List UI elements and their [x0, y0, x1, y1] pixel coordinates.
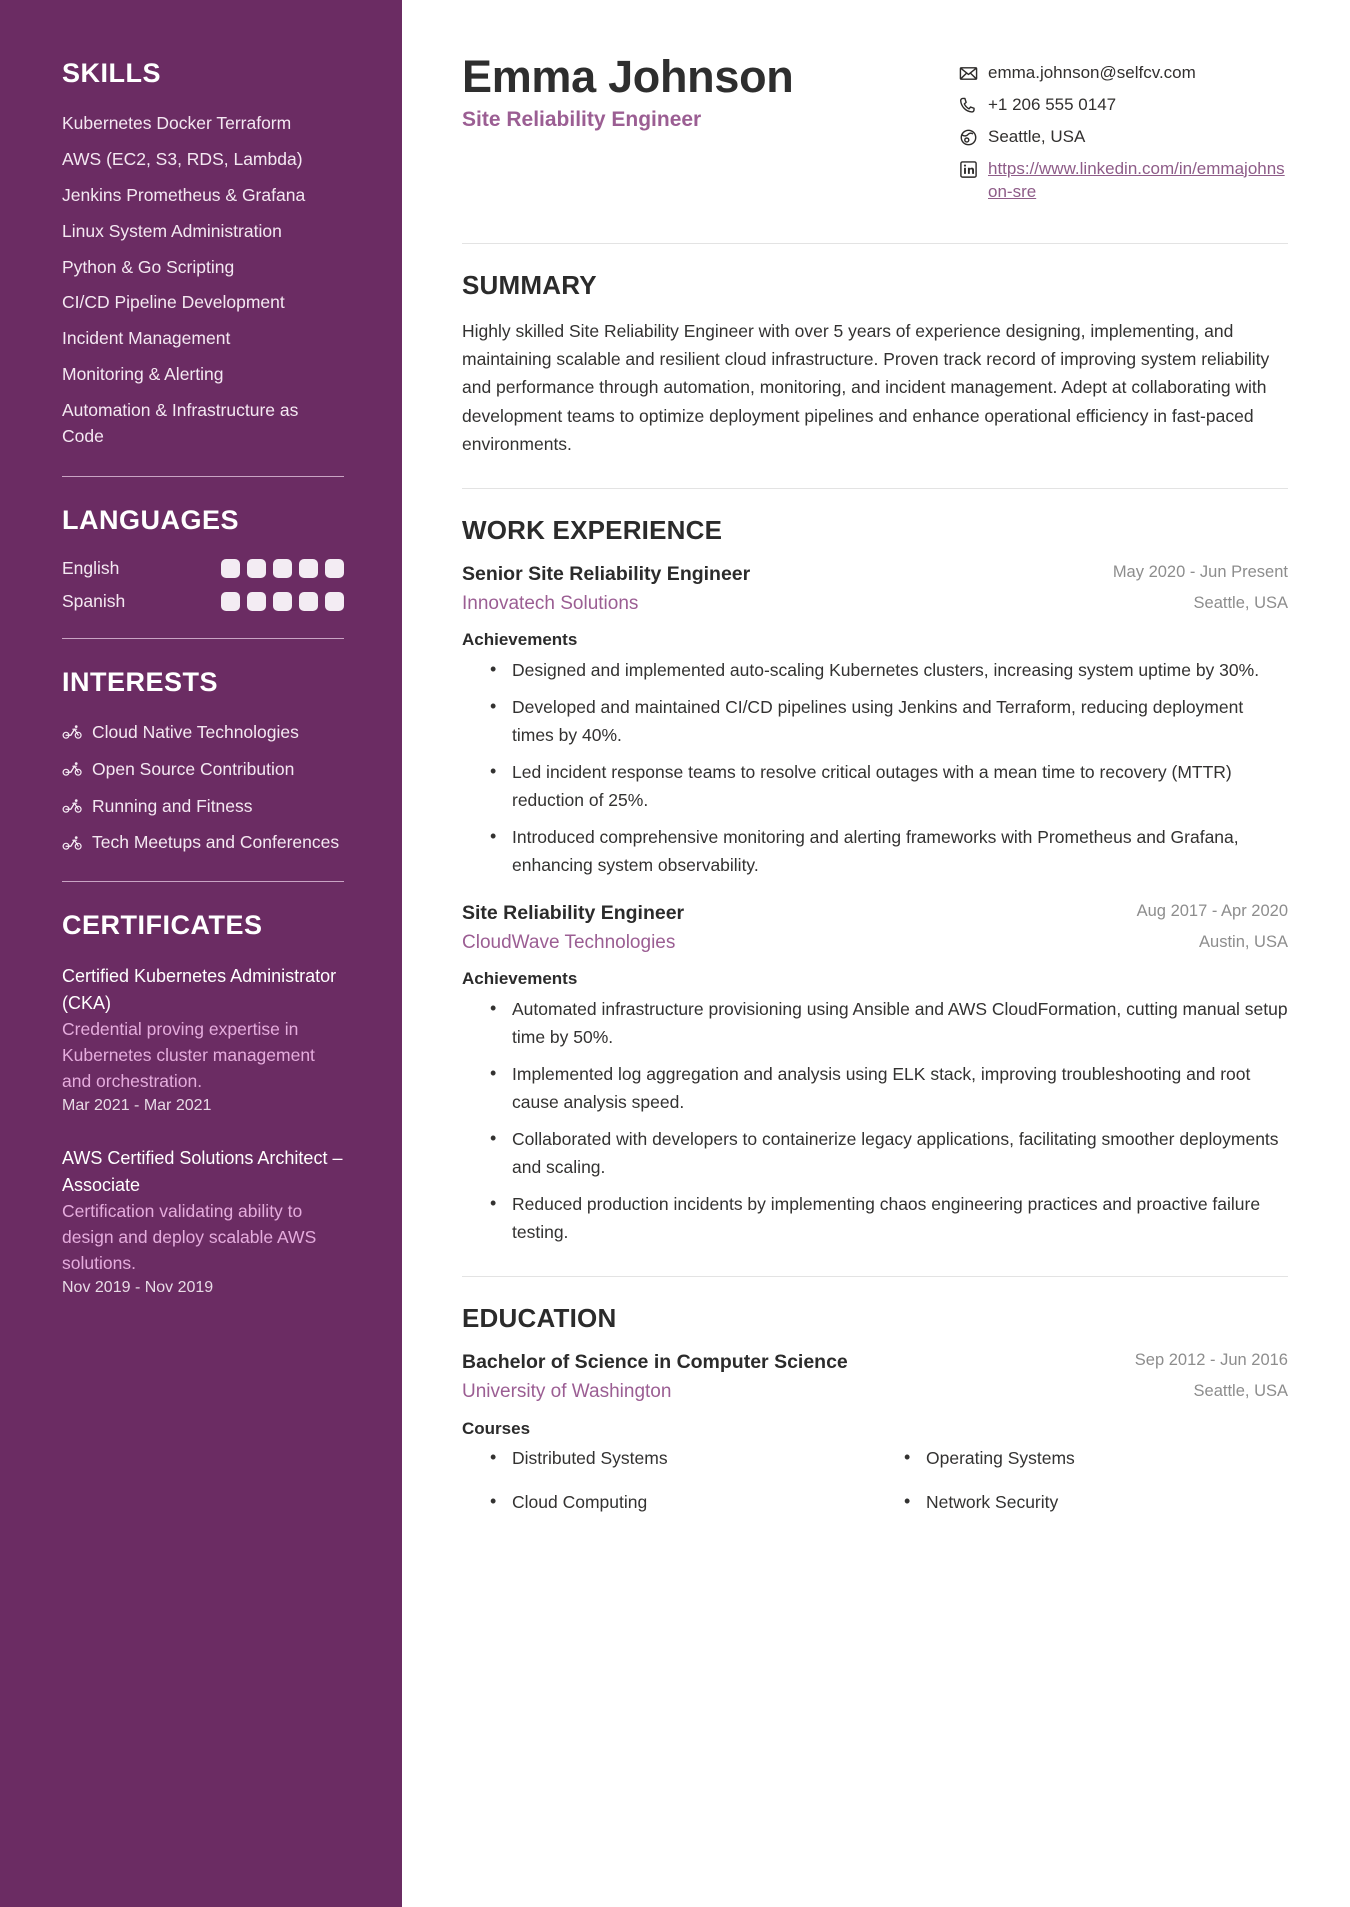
achievements-list	[462, 995, 1288, 1246]
work-entry-meta	[1137, 901, 1288, 953]
courses-grid	[462, 1445, 1288, 1516]
achievement-item: • Collaborated with developers to containerize legacy applications, facilitating smoother deployments and scaling.	[490, 1125, 1288, 1181]
certificates-list	[62, 963, 344, 1296]
language-level-square	[325, 559, 344, 578]
languages-title: LANGUAGES	[62, 504, 240, 535]
education-entry-left	[462, 1350, 848, 1404]
interests-title: INTERESTS	[62, 666, 219, 697]
work-entry-left	[462, 901, 684, 955]
language-level-square	[299, 559, 318, 578]
interest-label: Tech Meetups and Conferences	[92, 832, 340, 853]
linkedin-link[interactable]: https://www.linkedin.com/in/emmajohnson-sre	[988, 158, 1285, 201]
achievement-item: • Led incident response teams to resolve critical outages with a mean time to recovery (MTTR) reduction of 25%.	[490, 758, 1288, 814]
certificate-date: Nov 2019 - Nov 2019	[62, 1278, 214, 1296]
achievement-item: • Introduced comprehensive monitoring and alerting frameworks with Prometheus and Grafana, enhancing system observability.	[490, 823, 1288, 879]
language-level-square	[247, 559, 266, 578]
skills-list	[62, 111, 344, 450]
interest-item	[62, 830, 344, 855]
work-entry-location: Austin, USA	[1199, 932, 1288, 951]
bicycle-icon	[62, 761, 83, 777]
education-entry-header	[462, 1350, 1288, 1404]
main-content	[402, 0, 1350, 1907]
achievement-item: • Implemented log aggregation and analysis using ELK stack, improving troubleshooting and root cause analysis speed.	[490, 1060, 1288, 1116]
education-location: Seattle, USA	[1193, 1381, 1288, 1400]
education-date: Sep 2012 - Jun 2016	[1134, 1351, 1288, 1370]
languages-list	[62, 558, 344, 612]
certificate-item	[62, 963, 344, 1115]
contact-row	[959, 126, 1288, 149]
work-entry-header	[462, 562, 1288, 616]
work-divider	[462, 1276, 1288, 1277]
certificate-description: Certification validating ability to design and deploy scalable AWS solutions.	[62, 1200, 317, 1273]
contact-row	[959, 94, 1288, 117]
skill-item: AWS (EC2, S3, RDS, Lambda)	[62, 148, 303, 169]
degree-title: Bachelor of Science in Computer Science	[462, 1351, 848, 1374]
page-title: Emma Johnson	[462, 51, 794, 102]
certificate-name: AWS Certified Solutions Architect – Associate	[62, 1147, 343, 1195]
language-level-square	[221, 592, 240, 611]
achievements-label: Achievements	[462, 630, 578, 650]
education-entry	[462, 1350, 1288, 1515]
resume-header	[462, 52, 1288, 213]
work-entry	[462, 562, 1288, 879]
interest-item	[62, 757, 344, 782]
contact-row[interactable]	[959, 158, 1288, 204]
interests-list	[62, 720, 344, 855]
achievement-item: • Designed and implemented auto-scaling Kubernetes clusters, increasing system uptime by 30%.	[490, 656, 1288, 684]
linkedin-icon	[959, 160, 978, 179]
language-name: Spanish	[62, 590, 126, 611]
work-entry-date: May 2020 - Jun Present	[1112, 563, 1288, 582]
certificate-date: Mar 2021 - Mar 2021	[62, 1096, 212, 1114]
work-entry	[462, 901, 1288, 1246]
work-entry-company: Innovatech Solutions	[462, 592, 639, 614]
sidebar-section-interests	[62, 667, 344, 855]
sidebar	[0, 0, 402, 1907]
work-experience-title: WORK EXPERIENCE	[462, 515, 723, 546]
summary-text: Highly skilled Site Reliability Engineer with over 5 years of experience designing, implementing, and maintaining scalable and resilient cloud infrastructure. Proven track record of improving system reliability and performance through automation, monitoring, and incident management. Adept at collaborating with development teams to optimize deployment pipelines and enhance operational efficiency in fast-paced environments.	[462, 320, 1270, 455]
interest-label: Open Source Contribution	[92, 758, 295, 779]
language-level-square	[247, 592, 266, 611]
language-row	[62, 591, 344, 612]
skill-item: Incident Management	[62, 328, 231, 349]
section-summary	[462, 270, 1288, 459]
certificate-item	[62, 1145, 344, 1297]
bicycle-icon	[62, 724, 83, 740]
language-level-square	[325, 592, 344, 611]
identity-block	[462, 52, 793, 132]
skill-item: Linux System Administration	[62, 220, 282, 241]
school-name: University of Washington	[462, 1380, 672, 1402]
globe-icon	[959, 128, 978, 147]
education-title: EDUCATION	[462, 1303, 617, 1334]
achievement-item: • Reduced production incidents by implementing chaos engineering practices and proactive failure testing.	[490, 1190, 1288, 1246]
summary-title: SUMMARY	[462, 269, 597, 300]
achievements-label: Achievements	[462, 969, 578, 989]
work-entry-header	[462, 901, 1288, 955]
work-entry-company: CloudWave Technologies	[462, 931, 676, 953]
certificate-description: Credential proving expertise in Kubernetes cluster management and orchestration.	[62, 1019, 315, 1092]
achievement-item: • Automated infrastructure provisioning using Ansible and AWS CloudFormation, cutting manual setup time by 50%.	[490, 995, 1288, 1051]
phone-icon	[959, 96, 978, 115]
contact-list	[959, 52, 1288, 213]
language-level-square	[273, 559, 292, 578]
work-entry-left	[462, 562, 750, 616]
sidebar-section-languages	[62, 505, 344, 612]
job-role: Site Reliability Engineer	[462, 108, 702, 132]
course-item: • Operating Systems	[904, 1445, 1288, 1471]
language-level-square	[273, 592, 292, 611]
skill-item: Jenkins Prometheus & Grafana	[62, 184, 306, 205]
achievement-item: • Developed and maintained CI/CD pipelines using Jenkins and Terraform, reducing deployment times by 40%.	[490, 693, 1288, 749]
work-entry-title: Senior Site Reliability Engineer	[462, 563, 751, 586]
skills-title: SKILLS	[62, 58, 162, 88]
skill-item: Python & Go Scripting	[62, 256, 235, 277]
sidebar-divider-2	[62, 638, 344, 639]
sidebar-section-certificates	[62, 910, 344, 1296]
contact-row	[959, 62, 1288, 85]
header-divider	[462, 243, 1288, 244]
contact-text: +1 206 555 0147	[988, 94, 1117, 114]
interest-label: Running and Fitness	[92, 795, 253, 816]
certificates-title: CERTIFICATES	[62, 910, 263, 941]
summary-divider	[462, 488, 1288, 489]
work-entries	[462, 562, 1288, 1246]
work-entry-title: Site Reliability Engineer	[462, 902, 685, 925]
certificate-name: Certified Kubernetes Administrator (CKA)	[62, 966, 337, 1014]
course-item: • Network Security	[904, 1489, 1288, 1515]
bicycle-icon	[62, 835, 83, 851]
contact-text: Seattle, USA	[988, 126, 1086, 146]
education-entry-meta	[1135, 1350, 1288, 1402]
work-entry-location: Seattle, USA	[1193, 593, 1288, 612]
course-item: • Cloud Computing	[490, 1489, 874, 1515]
bicycle-icon	[62, 798, 83, 814]
language-level-meter	[221, 592, 344, 611]
envelope-icon	[959, 64, 978, 83]
language-name: English	[62, 557, 120, 578]
language-level-meter	[221, 559, 344, 578]
interest-label: Cloud Native Technologies	[92, 721, 299, 742]
section-education	[462, 1303, 1288, 1515]
section-work-experience	[462, 515, 1288, 1246]
course-item: • Distributed Systems	[490, 1445, 874, 1471]
skill-item: Automation & Infrastructure as Code	[62, 400, 299, 447]
interest-item	[62, 794, 344, 819]
education-entries	[462, 1350, 1288, 1515]
language-level-square	[221, 559, 240, 578]
sidebar-divider-3	[62, 881, 344, 882]
skill-item: Kubernetes Docker Terraform	[62, 113, 292, 133]
language-level-square	[299, 592, 318, 611]
language-row	[62, 558, 344, 579]
skill-item: Monitoring & Alerting	[62, 364, 224, 385]
sidebar-section-skills	[62, 58, 344, 450]
work-entry-meta	[1113, 562, 1288, 614]
interest-item	[62, 720, 344, 745]
achievements-list	[462, 656, 1288, 879]
sidebar-divider-1	[62, 476, 344, 477]
work-entry-date: Aug 2017 - Apr 2020	[1136, 902, 1288, 921]
skill-item: CI/CD Pipeline Development	[62, 292, 285, 313]
courses-label: Courses	[462, 1418, 531, 1438]
contact-text: emma.johnson@selfcv.com	[988, 63, 1196, 82]
